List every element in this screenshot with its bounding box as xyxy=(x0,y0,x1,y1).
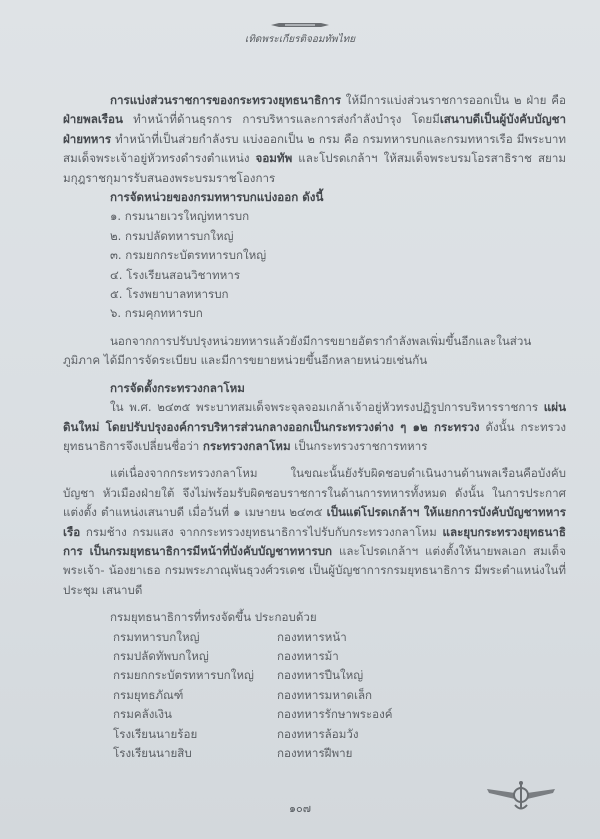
bold-text: ฝ่ายพลเรือน xyxy=(63,112,123,127)
text-segment: นอกจากการปรับปรุงหน่วยทหารแล้วยังมีการขยายอัตรากำลังพลเพิ่มขึ้นอีกและในส่วนภูมิภาค xyxy=(63,333,532,368)
department-right-item: กองทหารรักษาพระองค์ xyxy=(277,707,393,722)
paragraph xyxy=(63,398,566,456)
text-line xyxy=(104,353,427,367)
bold-text: เสนาบดีเป็นผู้บังคับบัญชา xyxy=(439,112,566,127)
spacer xyxy=(63,371,566,379)
section-heading-text: การจัดตั้งกระทรวงกลาโหม xyxy=(110,380,245,395)
department-right-item: กองทหารฝีพาย xyxy=(277,746,353,760)
department-right-item: กองทหารหน้า xyxy=(277,629,347,644)
list-item: ๕. โรงพยาบาลทหารบก xyxy=(110,287,229,302)
section-heading-text: การจัดหน่วยของกรมทหารบกแบ่งออก ดังนี้ xyxy=(110,190,324,205)
text-segment: แต่เนื่องจากกระทรวงกลาโหม ในขณะนั้นยังรับผิดชอบดำเนินงานด้านพลเรือนคือบังคับบัญชา xyxy=(63,466,566,500)
text-segment: ทำหน้าที่เป็นส่วยกำลังรบ แบ่งออกเป็น ๒ กรม คือ กรมทหารบกและกรมทหารเรือ xyxy=(111,131,513,146)
spacer xyxy=(63,324,566,332)
bold-text: ฝ่ายทหาร xyxy=(63,131,112,146)
paragraph xyxy=(63,332,566,371)
department-left-item: โรงเรียนนายสิบ xyxy=(113,746,192,760)
document-body xyxy=(63,91,566,763)
list-item: ๑. กรมนายเวรใหญ่ทหารบก xyxy=(110,209,250,224)
page-number: ๑๐๗ xyxy=(289,802,311,815)
text-segment: และโปรดเกล้าฯ ให้สมเด็จพระบรมโอรสาธิราช xyxy=(292,151,532,166)
paragraph xyxy=(63,91,566,188)
ornamental-divider-icon xyxy=(271,22,329,28)
text-segment: มีพระบาทสมเด็จพระเจ้าอยู่หัวทรงดำรงตำแหน่ง xyxy=(63,131,567,166)
text-segment: ใน พ.ศ. ๒๔๓๕ พระบาทสมเด็จพระจุลจอมเกล้าเจ้าอยู่หัวทรงปฏิรูปการบริหารราชการ xyxy=(110,400,539,415)
page-header xyxy=(0,22,600,47)
list-item: ๓. กรมยกกระบัตรทหารบกใหญ่ xyxy=(110,248,267,263)
spacer xyxy=(63,600,566,608)
bold-text: เป็นกรมยุทธนาธิการมีหน้าที่บังคับบัญชาทหารบก xyxy=(89,543,333,558)
page-footer xyxy=(63,773,566,829)
text-segment: ให้มีการแบ่งส่วนราชการออกเป็น ๒ ฝ่าย xyxy=(340,93,547,107)
bold-text: กระทรวงกลาโหม xyxy=(202,438,291,453)
list-item: ๖. กรมคุกทหารบก xyxy=(110,306,203,321)
bold-text: และยุบกระทรวงยุทธนาธิการ xyxy=(63,524,566,558)
bold-text: การแบ่งส่วนราชการของกระทรวงยุทธนาธิการ xyxy=(110,93,341,107)
text-segment: สยามมกุฎราชกุมารรับสนองพระบรมราชโองการ xyxy=(63,151,566,185)
list-item: ๔. โรงเรียนสอนวิชาทหาร xyxy=(110,267,241,282)
department-right-item: กองทหารม้า xyxy=(277,648,339,663)
department-left-item: กรมปลัดทัพบกใหญ่ xyxy=(113,648,209,663)
department-left-item: กรมทหารบกใหญ่ xyxy=(113,629,200,644)
section-heading xyxy=(63,379,566,398)
department-right-item: กองทหารล้อมวัง xyxy=(277,726,359,741)
list-heading: กรมยุทธนาธิการที่ทรงจัดขึ้น ประกอบด้วย xyxy=(110,610,317,625)
text-line xyxy=(110,93,546,107)
text-segment: เป็นกระทรวงราชการทหาร xyxy=(290,438,428,453)
department-right-item: กองทหารมหาดเล็ก xyxy=(277,687,373,702)
bold-text: แผ่นดินใหม่ โดยปรับปรุงองค์การบริหารส่วนกลางออกเป็นกระทรวงต่าง ๆ ๑๒ กระทรวง xyxy=(63,400,566,434)
winged-anchor-emblem-icon xyxy=(485,779,557,815)
text-segment: ได้มีการจัดระเบียบ และมีการขยายหน่วยขึ้นอีกหลายหน่วยเช่นกัน xyxy=(103,353,428,368)
department-right-item: กองทหารปืนใหญ่ xyxy=(277,668,364,683)
section-heading xyxy=(63,188,566,207)
list-item: ๒. กรมปลัดทหารบกใหญ่ xyxy=(110,228,234,243)
text-segment: หัวเมืองฝ่ายใต้ จึงไม่พร้อมรับผิดชอบราชการในด้านการทหารทั้งหมด ดังนั้น ในการประกาศแต่งตั้ง xyxy=(63,485,566,520)
bold-text: จอมทัพ xyxy=(255,151,293,166)
department-left-item: กรมยุทธภัณฑ์ xyxy=(113,687,184,702)
text-segment: ทำหน้าที่ด้านธุรการ การบริหารและการส่งกำลังบำรุง โดยมี xyxy=(122,112,440,127)
text-segment: เสนาบดี xyxy=(102,582,143,597)
department-left-item: โรงเรียนนายร้อย xyxy=(113,726,198,741)
text-line xyxy=(102,583,142,597)
text-segment: กระทรวงยุทธนาธิการจึงเปลี่ยนชื่อว่า xyxy=(63,419,567,453)
text-segment: ดังนั้น xyxy=(479,419,515,434)
department-left-item: กรมคลังเงิน xyxy=(113,707,172,722)
text-segment: คือ xyxy=(551,93,566,107)
departments-table xyxy=(63,628,566,764)
text-segment: น้องยาเธอ กรมพระภาณุพันธุวงศ์วรเดช เป็นผู้บัญชาการกรมยุทธนาธิการ มีพระตำแหน่งในที่ประชุม xyxy=(63,563,567,597)
spacer xyxy=(63,456,566,464)
text-segment: ตำแหน่งเสนาบดี เมื่อวันที่ ๑ เมษายน ๒๔๓๕ xyxy=(101,505,327,520)
paragraph xyxy=(63,464,566,600)
bold-text: เป็นแต่โปรดเกล้าฯ ให้แยกการบังคับบัญชาทหารเรือ xyxy=(63,505,567,539)
text-line xyxy=(63,132,513,146)
text-line xyxy=(110,400,538,414)
text-segment: กรมช้าง กรมแสง จากกระทรวงยุทธนาธิการไปรับกับกระทรวงกลาโหม xyxy=(85,524,443,539)
header-title: เทิดพระเกียรติจอมทัพไทย xyxy=(244,34,356,45)
department-left-item: กรมยกกระบัตรทหารบกใหญ่ xyxy=(113,668,254,683)
text-segment: และโปรดเกล้าฯ แต่งตั้งให้นายพลเอก สมเด็จพระเจ้า- xyxy=(63,543,566,578)
